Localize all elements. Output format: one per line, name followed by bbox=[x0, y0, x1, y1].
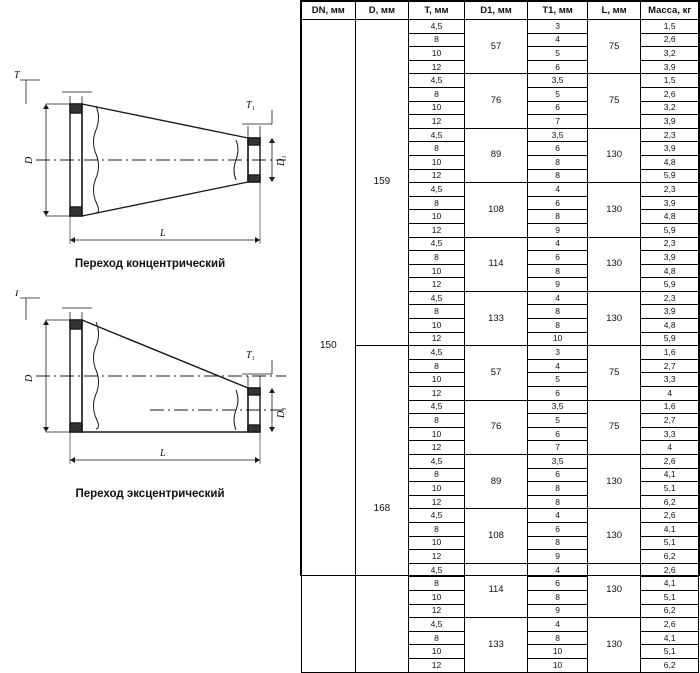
cell-mass: 1,5 bbox=[641, 20, 699, 34]
cell-t: 10 bbox=[409, 536, 465, 550]
cell-mass: 3,9 bbox=[641, 115, 699, 129]
table-body bbox=[302, 20, 699, 673]
cell-t1: 6 bbox=[528, 142, 588, 156]
col-header-t: T, мм bbox=[409, 2, 465, 20]
cell-t1: 4 bbox=[528, 33, 588, 47]
cell-t1: 9 bbox=[528, 604, 588, 618]
cell-t1: 3 bbox=[528, 20, 588, 34]
cell-t1: 4 bbox=[528, 359, 588, 373]
cell-mass: 5,1 bbox=[641, 590, 699, 604]
cell-mass: 2,3 bbox=[641, 128, 699, 142]
cell-t1: 4 bbox=[528, 183, 588, 197]
cell-t: 10 bbox=[409, 645, 465, 659]
cell-t: 12 bbox=[409, 441, 465, 455]
cell-t: 8 bbox=[409, 359, 465, 373]
cell-t1: 5 bbox=[528, 47, 588, 61]
cell-d1: 133 bbox=[464, 618, 528, 672]
cell-t1: 4 bbox=[528, 291, 588, 305]
label-T1: T₁ bbox=[246, 100, 256, 111]
cell-t: 12 bbox=[409, 387, 465, 401]
cell-t1: 6 bbox=[528, 196, 588, 210]
cell-mass: 3,9 bbox=[641, 142, 699, 156]
cell-mass: 2,3 bbox=[641, 183, 699, 197]
cell-mass: 5,9 bbox=[641, 223, 699, 237]
cell-mass: 6,2 bbox=[641, 550, 699, 564]
cell-mass: 5,1 bbox=[641, 645, 699, 659]
cell-t: 10 bbox=[409, 210, 465, 224]
cell-mass: 2,3 bbox=[641, 291, 699, 305]
cell-mass: 5,9 bbox=[641, 332, 699, 346]
cell-l: 130 bbox=[587, 455, 641, 509]
cell-mass: 4,1 bbox=[641, 468, 699, 482]
cell-d1: 108 bbox=[464, 509, 528, 563]
cell-t: 10 bbox=[409, 319, 465, 333]
cell-t1: 10 bbox=[528, 658, 588, 672]
cell-t1: 8 bbox=[528, 495, 588, 509]
cell-t: 10 bbox=[409, 373, 465, 387]
col-header-dn: DN, мм bbox=[302, 2, 356, 20]
cell-t1: 4 bbox=[528, 509, 588, 523]
cell-t1: 9 bbox=[528, 278, 588, 292]
cell-l: 130 bbox=[587, 563, 641, 617]
cell-t: 12 bbox=[409, 495, 465, 509]
cell-mass: 4 bbox=[641, 441, 699, 455]
cell-t1: 8 bbox=[528, 264, 588, 278]
cell-t: 10 bbox=[409, 264, 465, 278]
cell-t: 4,5 bbox=[409, 74, 465, 88]
cell-mass: 5,1 bbox=[641, 536, 699, 550]
cell-mass: 3,2 bbox=[641, 47, 699, 61]
cell-mass: 4,8 bbox=[641, 264, 699, 278]
cell-mass: 1,6 bbox=[641, 346, 699, 360]
cell-t1: 6 bbox=[528, 251, 588, 265]
cell-mass: 4 bbox=[641, 387, 699, 401]
label-D: D bbox=[24, 156, 35, 164]
cell-t: 10 bbox=[409, 482, 465, 496]
cell-t: 12 bbox=[409, 550, 465, 564]
table-row bbox=[302, 346, 699, 360]
cell-mass: 2,6 bbox=[641, 455, 699, 469]
col-header-d1: D1, мм bbox=[464, 2, 528, 20]
cell-t: 4,5 bbox=[409, 128, 465, 142]
cell-t: 10 bbox=[409, 101, 465, 115]
cell-t: 4,5 bbox=[409, 563, 465, 577]
cell-d1: 114 bbox=[464, 563, 528, 617]
col-header-d: D, мм bbox=[355, 2, 409, 20]
cell-t: 4,5 bbox=[409, 618, 465, 632]
drawings-panel bbox=[0, 0, 300, 576]
cell-mass: 3,9 bbox=[641, 196, 699, 210]
label-L: L bbox=[160, 448, 166, 459]
cell-t1: 3 bbox=[528, 346, 588, 360]
cell-t1: 6 bbox=[528, 577, 588, 591]
cell-mass: 2,6 bbox=[641, 563, 699, 577]
cell-mass: 3,9 bbox=[641, 60, 699, 74]
cell-d1: 114 bbox=[464, 237, 528, 291]
table-head bbox=[302, 2, 699, 20]
cell-mass: 2,6 bbox=[641, 618, 699, 632]
cell-l: 130 bbox=[587, 128, 641, 182]
cell-mass: 5,1 bbox=[641, 482, 699, 496]
cell-d1: 76 bbox=[464, 400, 528, 454]
cell-mass: 3,9 bbox=[641, 305, 699, 319]
cell-mass: 1,6 bbox=[641, 400, 699, 414]
cell-t1: 10 bbox=[528, 332, 588, 346]
cell-t: 8 bbox=[409, 196, 465, 210]
cell-t: 4,5 bbox=[409, 291, 465, 305]
cell-t: 12 bbox=[409, 604, 465, 618]
cell-d1: 108 bbox=[464, 183, 528, 237]
cell-t1: 5 bbox=[528, 87, 588, 101]
cell-t: 8 bbox=[409, 468, 465, 482]
cell-t1: 8 bbox=[528, 305, 588, 319]
cell-mass: 5,9 bbox=[641, 169, 699, 183]
cell-t: 4,5 bbox=[409, 346, 465, 360]
cell-mass: 3,2 bbox=[641, 101, 699, 115]
cell-t1: 8 bbox=[528, 482, 588, 496]
col-header-t1: T1, мм bbox=[528, 2, 588, 20]
cell-mass: 1,5 bbox=[641, 74, 699, 88]
cell-l: 75 bbox=[587, 346, 641, 400]
cell-t1: 8 bbox=[528, 169, 588, 183]
cell-l: 75 bbox=[587, 20, 641, 74]
cell-t: 10 bbox=[409, 590, 465, 604]
cell-mass: 2,7 bbox=[641, 359, 699, 373]
cell-t1: 3,5 bbox=[528, 128, 588, 142]
cell-mass: 6,2 bbox=[641, 604, 699, 618]
cell-mass: 4,8 bbox=[641, 155, 699, 169]
cell-mass: 4,8 bbox=[641, 210, 699, 224]
cell-t: 8 bbox=[409, 87, 465, 101]
cell-t1: 3,5 bbox=[528, 455, 588, 469]
cell-t1: 5 bbox=[528, 373, 588, 387]
cell-t: 8 bbox=[409, 305, 465, 319]
cell-t: 12 bbox=[409, 60, 465, 74]
cell-d1: 133 bbox=[464, 291, 528, 345]
cell-mass: 3,3 bbox=[641, 373, 699, 387]
cell-t1: 7 bbox=[528, 115, 588, 129]
label-D1: D₁ bbox=[276, 155, 287, 166]
cell-t: 8 bbox=[409, 522, 465, 536]
header-row bbox=[302, 2, 699, 20]
cell-l: 130 bbox=[587, 291, 641, 345]
cell-l: 130 bbox=[587, 509, 641, 563]
cell-t: 12 bbox=[409, 658, 465, 672]
cell-t: 8 bbox=[409, 142, 465, 156]
cell-t: 8 bbox=[409, 631, 465, 645]
cell-d: 159 bbox=[355, 20, 409, 346]
cell-mass: 2,3 bbox=[641, 237, 699, 251]
cell-t: 8 bbox=[409, 251, 465, 265]
cell-l: 75 bbox=[587, 400, 641, 454]
cell-t: 10 bbox=[409, 155, 465, 169]
label-L: L bbox=[160, 228, 166, 239]
cell-t: 12 bbox=[409, 223, 465, 237]
cell-mass: 3,3 bbox=[641, 427, 699, 441]
cell-mass: 3,9 bbox=[641, 251, 699, 265]
cell-t1: 8 bbox=[528, 536, 588, 550]
eccentric-caption: Переход эксцентрический bbox=[75, 488, 225, 500]
cell-t1: 6 bbox=[528, 60, 588, 74]
label-D: D bbox=[24, 374, 35, 382]
cell-t: 4,5 bbox=[409, 237, 465, 251]
cell-d1: 89 bbox=[464, 128, 528, 182]
cell-mass: 4,1 bbox=[641, 522, 699, 536]
cell-t1: 3,5 bbox=[528, 74, 588, 88]
cell-mass: 2,6 bbox=[641, 87, 699, 101]
table-row bbox=[302, 20, 699, 34]
cell-t1: 4 bbox=[528, 237, 588, 251]
cell-t1: 6 bbox=[528, 387, 588, 401]
cell-t: 12 bbox=[409, 169, 465, 183]
cell-l: 75 bbox=[587, 74, 641, 128]
cell-t1: 6 bbox=[528, 101, 588, 115]
cell-t1: 3,5 bbox=[528, 400, 588, 414]
cell-l: 130 bbox=[587, 183, 641, 237]
cell-t: 4,5 bbox=[409, 455, 465, 469]
concentric-caption: Переход концентрический bbox=[74, 258, 226, 270]
cell-t: 10 bbox=[409, 427, 465, 441]
cell-t: 8 bbox=[409, 33, 465, 47]
cell-l: 130 bbox=[587, 618, 641, 672]
cell-t: 8 bbox=[409, 577, 465, 591]
cell-t: 10 bbox=[409, 47, 465, 61]
cell-t1: 6 bbox=[528, 427, 588, 441]
cell-mass: 4,8 bbox=[641, 319, 699, 333]
cell-t1: 4 bbox=[528, 618, 588, 632]
cell-l: 130 bbox=[587, 237, 641, 291]
cell-d1: 57 bbox=[464, 20, 528, 74]
cell-t1: 8 bbox=[528, 155, 588, 169]
label-T: T bbox=[14, 70, 20, 81]
cell-t: 4,5 bbox=[409, 183, 465, 197]
cell-t1: 8 bbox=[528, 210, 588, 224]
cell-dn: 150 bbox=[302, 20, 356, 673]
cell-t1: 9 bbox=[528, 550, 588, 564]
col-header-l: L, мм bbox=[587, 2, 641, 20]
cell-t1: 8 bbox=[528, 319, 588, 333]
cell-t1: 6 bbox=[528, 522, 588, 536]
cell-t1: 4 bbox=[528, 563, 588, 577]
col-header-mass: Масса, кг bbox=[641, 2, 699, 20]
cell-d1: 89 bbox=[464, 455, 528, 509]
cell-t: 4,5 bbox=[409, 400, 465, 414]
cell-t1: 6 bbox=[528, 468, 588, 482]
cell-t1: 8 bbox=[528, 631, 588, 645]
spec-table-wrapper bbox=[300, 0, 700, 670]
spec-table bbox=[301, 1, 699, 673]
cell-mass: 4,1 bbox=[641, 577, 699, 591]
cell-d: 168 bbox=[355, 346, 409, 672]
label-T1: T₁ bbox=[246, 350, 256, 361]
cell-t1: 8 bbox=[528, 590, 588, 604]
cell-t: 12 bbox=[409, 332, 465, 346]
cell-t: 8 bbox=[409, 414, 465, 428]
label-D1: D₁ bbox=[276, 407, 287, 418]
cell-d1: 76 bbox=[464, 74, 528, 128]
eccentric-reducer-drawing bbox=[0, 290, 300, 520]
cell-t1: 7 bbox=[528, 441, 588, 455]
cell-mass: 6,2 bbox=[641, 658, 699, 672]
cell-t1: 5 bbox=[528, 414, 588, 428]
label-T: T bbox=[14, 290, 20, 299]
cell-t1: 9 bbox=[528, 223, 588, 237]
cell-t1: 10 bbox=[528, 645, 588, 659]
cell-d1: 57 bbox=[464, 346, 528, 400]
cell-t: 12 bbox=[409, 278, 465, 292]
cell-t: 4,5 bbox=[409, 20, 465, 34]
cell-t: 12 bbox=[409, 115, 465, 129]
cell-t: 4,5 bbox=[409, 509, 465, 523]
cell-mass: 2,7 bbox=[641, 414, 699, 428]
cell-mass: 5,9 bbox=[641, 278, 699, 292]
concentric-reducer-drawing bbox=[0, 0, 300, 260]
cell-mass: 2,6 bbox=[641, 509, 699, 523]
cell-mass: 4,1 bbox=[641, 631, 699, 645]
cell-mass: 6,2 bbox=[641, 495, 699, 509]
cell-mass: 2,6 bbox=[641, 33, 699, 47]
